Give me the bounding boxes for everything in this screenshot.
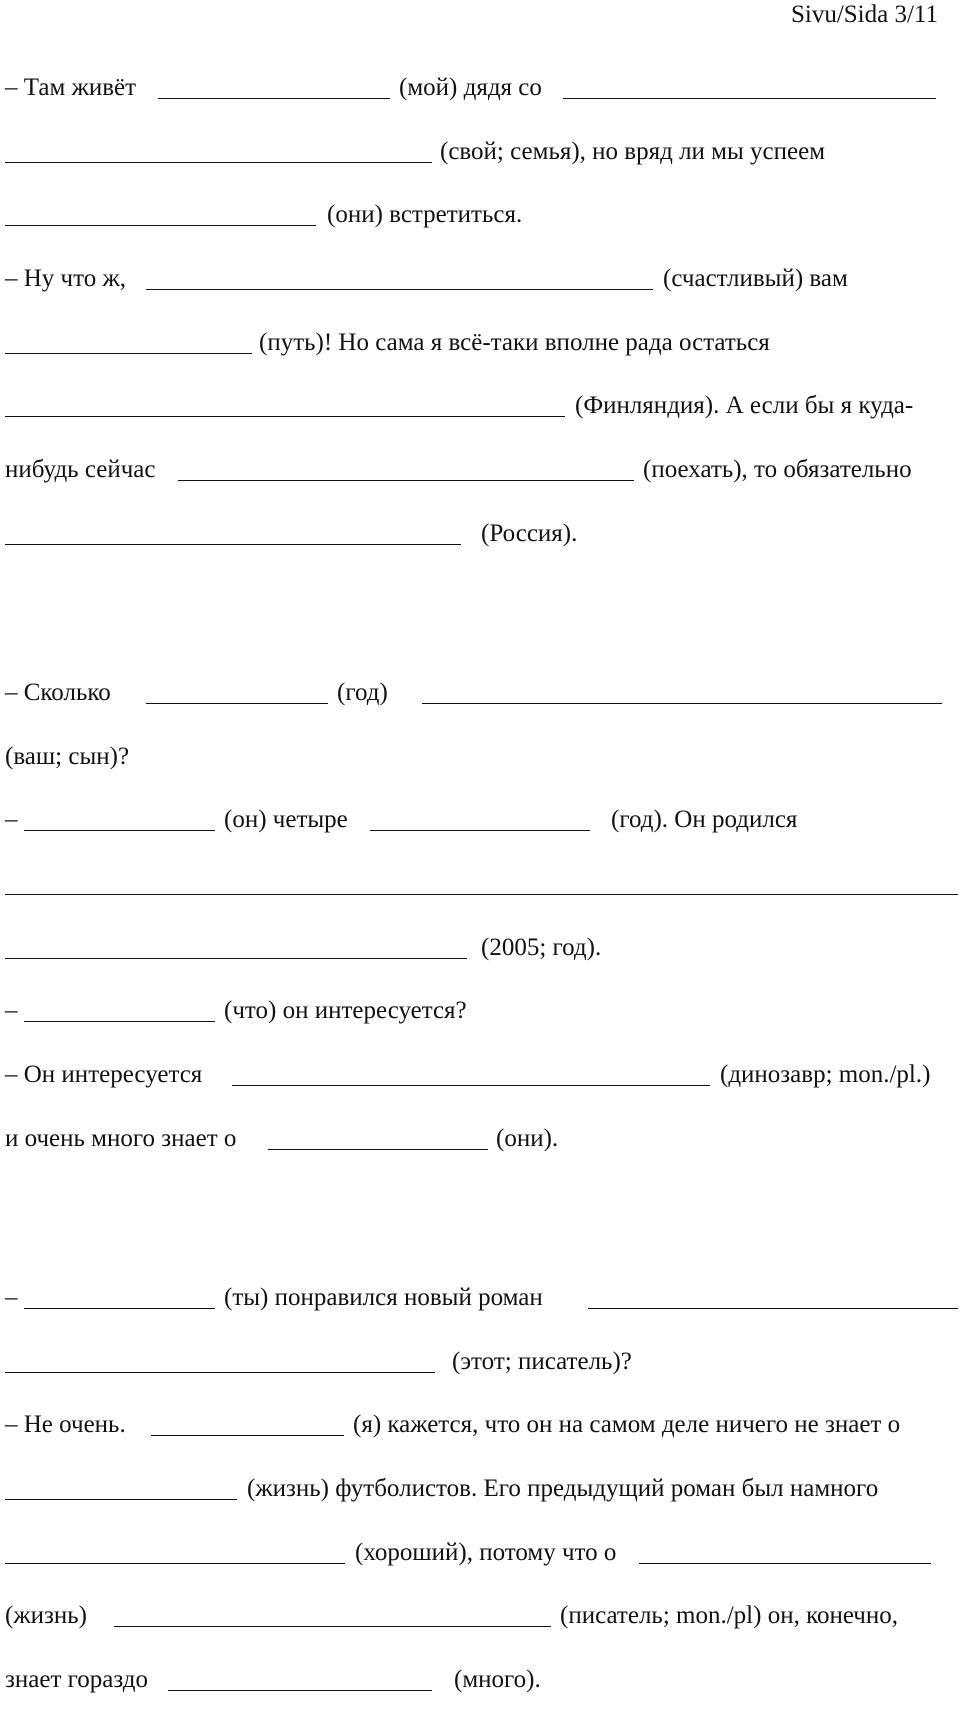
exercise-line	[0, 1598, 960, 1634]
exercise-text: (писатель; mon./pl) он, конечно,	[560, 1602, 899, 1629]
exercise-line	[0, 802, 960, 838]
fill-in-blank[interactable]	[5, 894, 958, 895]
exercise-text: нибудь сейчас	[5, 456, 156, 483]
exercise-line	[0, 516, 960, 552]
exercise-text: (много).	[454, 1666, 541, 1693]
exercise-text: (год)	[337, 679, 388, 706]
exercise-text: – Он интересуется	[5, 1061, 203, 1088]
fill-in-blank[interactable]	[5, 162, 432, 163]
exercise-text: – Сколько	[5, 679, 111, 706]
fill-in-blank[interactable]	[5, 416, 565, 417]
exercise-line	[0, 675, 960, 711]
fill-in-blank[interactable]	[146, 703, 328, 704]
exercise-line	[0, 452, 960, 488]
exercise-text: (жизнь) футболистов. Его предыдущий роман был намного	[247, 1475, 879, 1502]
exercise-text: (динозавр; mon./pl.)	[720, 1061, 931, 1088]
exercise-text: (жизнь)	[5, 1602, 87, 1629]
exercise-line	[0, 134, 960, 170]
fill-in-blank[interactable]	[158, 98, 390, 99]
exercise-text: (они) встретиться.	[327, 201, 523, 228]
fill-in-blank[interactable]	[5, 958, 467, 959]
exercise-text: (Финляндия). А если бы я куда-	[575, 392, 914, 419]
exercise-text: (мой) дядя со	[399, 74, 542, 101]
fill-in-blank[interactable]	[563, 98, 936, 99]
fill-in-blank[interactable]	[5, 1499, 237, 1500]
exercise-line	[0, 1057, 960, 1093]
exercise-text: (свой; семья), но вряд ли мы успеем	[440, 138, 826, 165]
exercise-text: (год). Он родился	[611, 806, 798, 833]
exercise-text: (ваш; сын)?	[5, 743, 130, 770]
fill-in-blank[interactable]	[24, 830, 215, 831]
exercise-line	[0, 1407, 960, 1443]
exercise-text: (что) он интересуется?	[224, 997, 467, 1024]
fill-in-blank[interactable]	[5, 1372, 435, 1373]
fill-in-blank[interactable]	[151, 1435, 344, 1436]
exercise-text: (этот; писатель)?	[452, 1348, 632, 1375]
fill-in-blank[interactable]	[146, 289, 653, 290]
exercise-line	[0, 1121, 960, 1157]
exercise-text: (поехать), то обязательно	[643, 456, 912, 483]
exercise-line	[0, 993, 960, 1029]
exercise-line	[0, 866, 960, 902]
exercise-text: (ты) понравился новый роман	[224, 1284, 543, 1311]
exercise-text: –	[5, 806, 18, 833]
exercise-line	[0, 1280, 960, 1316]
fill-in-blank[interactable]	[5, 1563, 345, 1564]
exercise-line	[0, 1535, 960, 1571]
exercise-text: (я) кажется, что он на самом деле ничего не знает о	[353, 1411, 901, 1438]
exercise-text: (2005; год).	[481, 934, 602, 961]
exercise-line	[0, 1471, 960, 1507]
fill-in-blank[interactable]	[24, 1308, 215, 1309]
exercise-line	[0, 1344, 960, 1380]
fill-in-blank[interactable]	[24, 1021, 215, 1022]
fill-in-blank[interactable]	[5, 353, 252, 354]
fill-in-blank[interactable]	[639, 1563, 931, 1564]
exercise-text: – Не очень.	[5, 1411, 126, 1438]
fill-in-blank[interactable]	[114, 1626, 551, 1627]
exercise-text: (счастливый) вам	[663, 265, 848, 292]
exercise-text: – Там живёт	[5, 74, 137, 101]
exercise-text: и очень много знает о	[5, 1125, 237, 1152]
exercise-text: (хороший), потому что о	[355, 1539, 617, 1566]
fill-in-blank[interactable]	[5, 544, 461, 545]
exercise-line	[0, 325, 960, 361]
fill-in-blank[interactable]	[5, 225, 316, 226]
exercise-text: знает гораздо	[5, 1666, 148, 1693]
exercise-line	[0, 739, 960, 775]
fill-in-blank[interactable]	[268, 1149, 488, 1150]
exercise-text: –	[5, 1284, 18, 1311]
fill-in-blank[interactable]	[422, 703, 942, 704]
exercise-line	[0, 930, 960, 966]
fill-in-blank[interactable]	[588, 1308, 958, 1309]
page-number-label: Sivu/Sida 3/11	[790, 1, 938, 28]
exercise-text: (он) четыре	[224, 806, 348, 833]
exercise-line	[0, 197, 960, 233]
exercise-text: (они).	[496, 1125, 559, 1152]
exercise-line	[0, 70, 960, 106]
exercise-text: (путь)! Но сама я всё-таки вполне рада остаться	[259, 329, 770, 356]
fill-in-blank[interactable]	[232, 1085, 710, 1086]
exercise-text: – Ну что ж,	[5, 265, 126, 292]
exercise-line	[0, 261, 960, 297]
fill-in-blank[interactable]	[370, 830, 590, 831]
exercise-text: –	[5, 997, 18, 1024]
exercise-line	[0, 388, 960, 424]
fill-in-blank[interactable]	[168, 1690, 432, 1691]
exercise-text: (Россия).	[481, 520, 578, 547]
fill-in-blank[interactable]	[178, 480, 634, 481]
exercise-line	[0, 1662, 960, 1698]
